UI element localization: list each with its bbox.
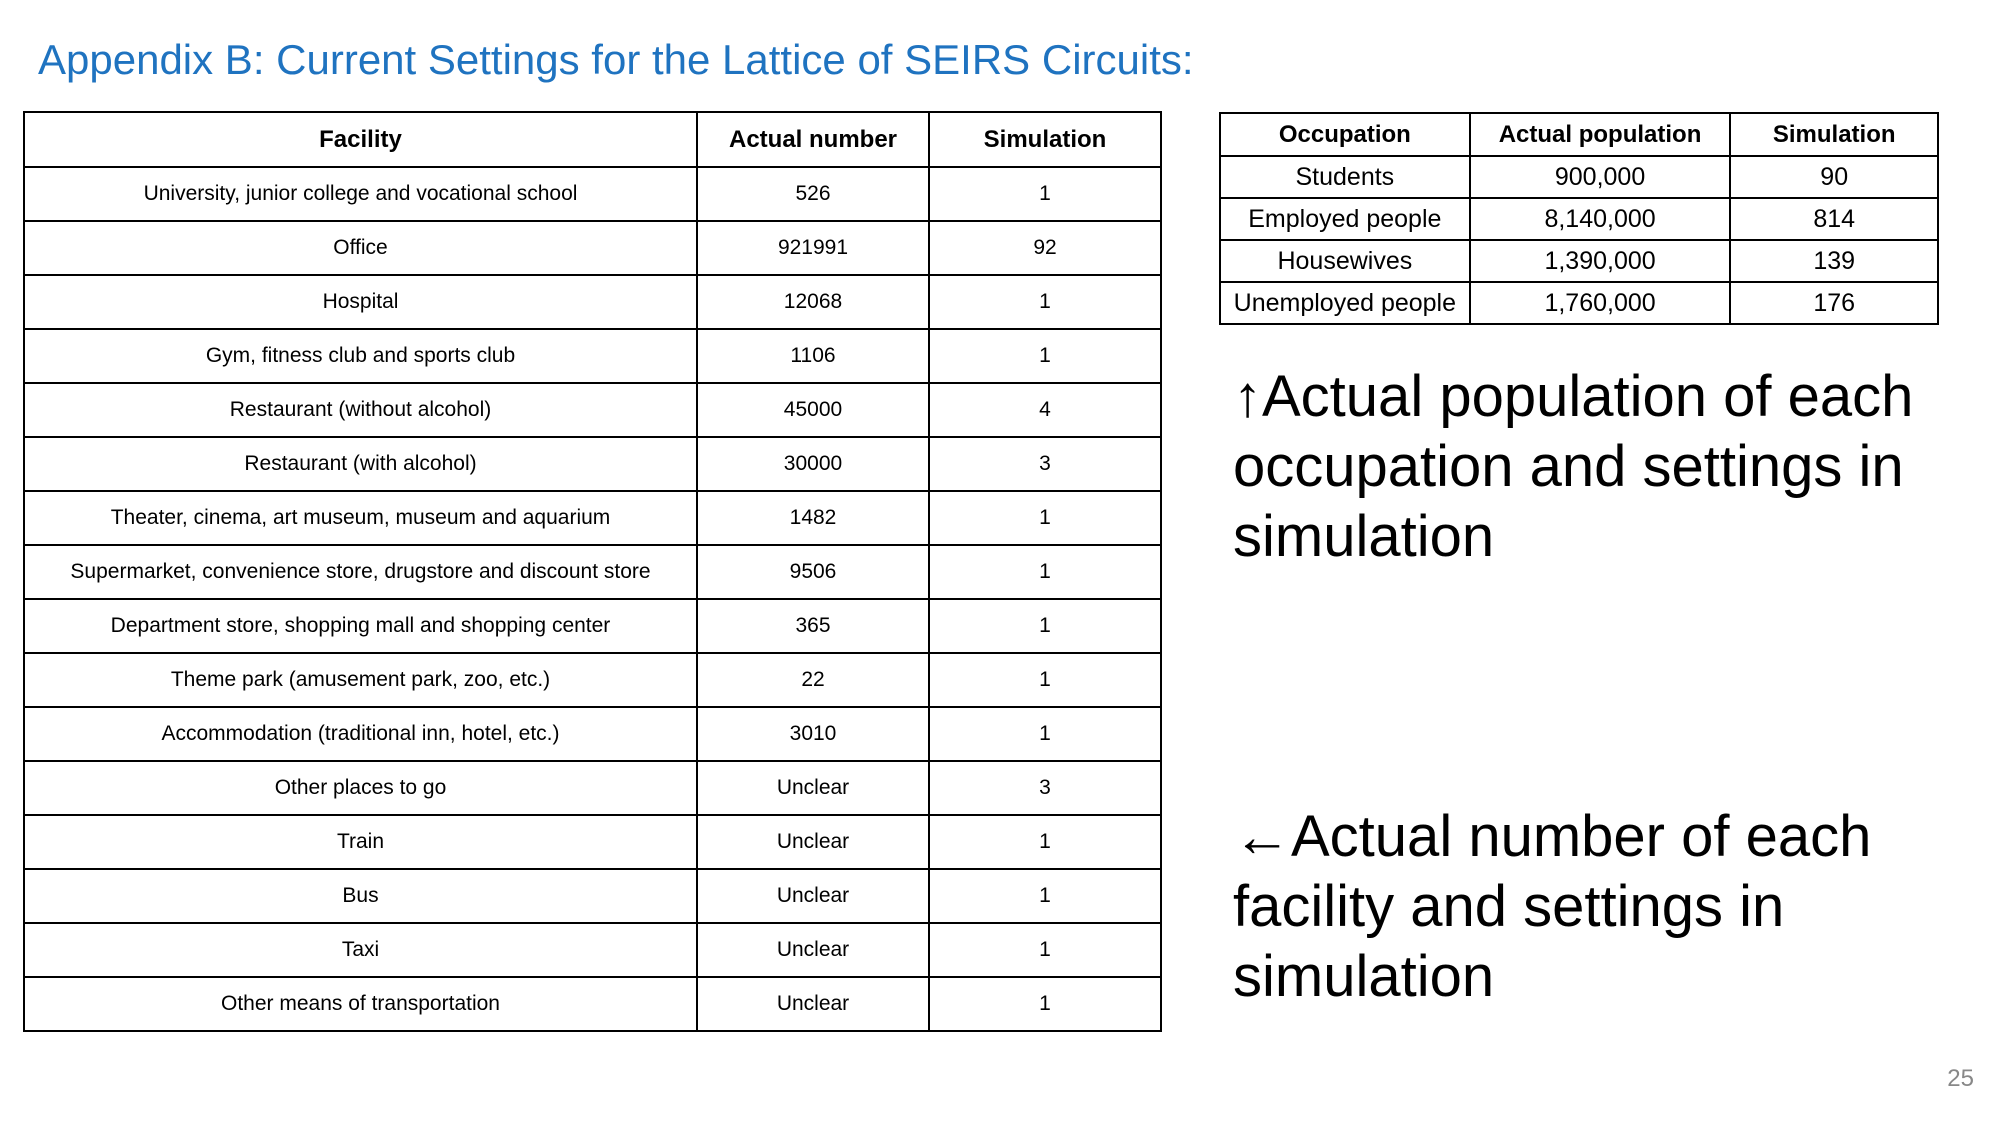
table-cell: 30000 (697, 437, 929, 491)
occupation-note: ↑Actual population of each occupation and settings in simulation (1233, 364, 1914, 569)
table-cell: Restaurant (with alcohol) (24, 437, 697, 491)
table-cell: 3 (929, 761, 1161, 815)
table-cell: Other places to go (24, 761, 697, 815)
table-cell: Accommodation (traditional inn, hotel, etc.) (24, 707, 697, 761)
table-cell: 1 (929, 977, 1161, 1031)
table-cell: 1 (929, 653, 1161, 707)
table-cell: 1 (929, 707, 1161, 761)
table-cell: Office (24, 221, 697, 275)
table-cell: 1 (929, 275, 1161, 329)
table-row (24, 221, 1161, 275)
table-row (24, 545, 1161, 599)
table-cell: Gym, fitness club and sports club (24, 329, 697, 383)
table-row (24, 815, 1161, 869)
table-cell: 176 (1730, 282, 1938, 324)
table-cell: Students (1220, 156, 1470, 198)
table-cell: 1 (929, 491, 1161, 545)
table-cell: 3010 (697, 707, 929, 761)
table-cell: Department store, shopping mall and shopping center (24, 599, 697, 653)
table-row (1220, 240, 1938, 282)
table-row (1220, 156, 1938, 198)
facility-note: ←Actual number of each facility and settings in simulation (1233, 804, 1872, 1009)
table-cell: Other means of transportation (24, 977, 697, 1031)
table-cell: 9506 (697, 545, 929, 599)
slide-title: Appendix B: Current Settings for the Lattice of SEIRS Circuits: (38, 36, 1194, 83)
table-row (24, 275, 1161, 329)
table-cell: Unclear (697, 761, 929, 815)
table-cell: Housewives (1220, 240, 1470, 282)
occupation-header: Occupation (1220, 113, 1470, 156)
table-cell: 92 (929, 221, 1161, 275)
table-cell: 139 (1730, 240, 1938, 282)
table-cell: Train (24, 815, 697, 869)
table-cell: Theme park (amusement park, zoo, etc.) (24, 653, 697, 707)
table-cell: 814 (1730, 198, 1938, 240)
table-cell: 90 (1730, 156, 1938, 198)
simulation-header: Simulation (929, 112, 1161, 167)
table-cell: 1482 (697, 491, 929, 545)
table-cell: 1 (929, 545, 1161, 599)
table-cell: Employed people (1220, 198, 1470, 240)
table-row (24, 437, 1161, 491)
table-cell: Unclear (697, 923, 929, 977)
table-row (24, 599, 1161, 653)
table-row (1220, 282, 1938, 324)
table-cell: 45000 (697, 383, 929, 437)
table-row (24, 329, 1161, 383)
table-cell: 365 (697, 599, 929, 653)
table-cell: Unclear (697, 869, 929, 923)
table-cell: University, junior college and vocational school (24, 167, 697, 221)
table-cell: 1 (929, 329, 1161, 383)
actual-number-header: Actual number (697, 112, 929, 167)
table-cell: 1 (929, 599, 1161, 653)
occupation-table (1219, 112, 1939, 325)
facility-table-header-row (24, 112, 1161, 167)
table-cell: Unemployed people (1220, 282, 1470, 324)
table-cell: 1106 (697, 329, 929, 383)
table-cell: 1 (929, 815, 1161, 869)
table-cell: 3 (929, 437, 1161, 491)
table-cell: 22 (697, 653, 929, 707)
table-cell: 1 (929, 167, 1161, 221)
table-cell: 900,000 (1470, 156, 1731, 198)
table-cell: Unclear (697, 977, 929, 1031)
page-number: 25 (1947, 1065, 1974, 1092)
table-cell: 1,760,000 (1470, 282, 1731, 324)
table-cell: Hospital (24, 275, 697, 329)
table-cell: 526 (697, 167, 929, 221)
table-row (24, 977, 1161, 1031)
table-row (24, 707, 1161, 761)
table-cell: 1 (929, 869, 1161, 923)
occupation-table-header-row (1220, 113, 1938, 156)
table-cell: 1 (929, 923, 1161, 977)
table-cell: Theater, cinema, art museum, museum and aquarium (24, 491, 697, 545)
occupation-simulation-header: Simulation (1730, 113, 1938, 156)
table-row (24, 167, 1161, 221)
table-cell: 1,390,000 (1470, 240, 1731, 282)
table-cell: Taxi (24, 923, 697, 977)
table-row (24, 383, 1161, 437)
actual-population-header: Actual population (1470, 113, 1731, 156)
table-cell: 12068 (697, 275, 929, 329)
table-cell: 8,140,000 (1470, 198, 1731, 240)
table-row (24, 491, 1161, 545)
table-cell: 921991 (697, 221, 929, 275)
table-cell: Bus (24, 869, 697, 923)
table-row (24, 869, 1161, 923)
facility-table-body (24, 167, 1161, 1031)
table-cell: Restaurant (without alcohol) (24, 383, 697, 437)
table-row (24, 923, 1161, 977)
table-cell: Unclear (697, 815, 929, 869)
table-cell: 4 (929, 383, 1161, 437)
facility-table (23, 111, 1162, 1032)
facility-header: Facility (24, 112, 697, 167)
table-cell: Supermarket, convenience store, drugstore and discount store (24, 545, 697, 599)
occupation-table-body (1220, 156, 1938, 324)
table-row (24, 653, 1161, 707)
table-row (24, 761, 1161, 815)
table-row (1220, 198, 1938, 240)
